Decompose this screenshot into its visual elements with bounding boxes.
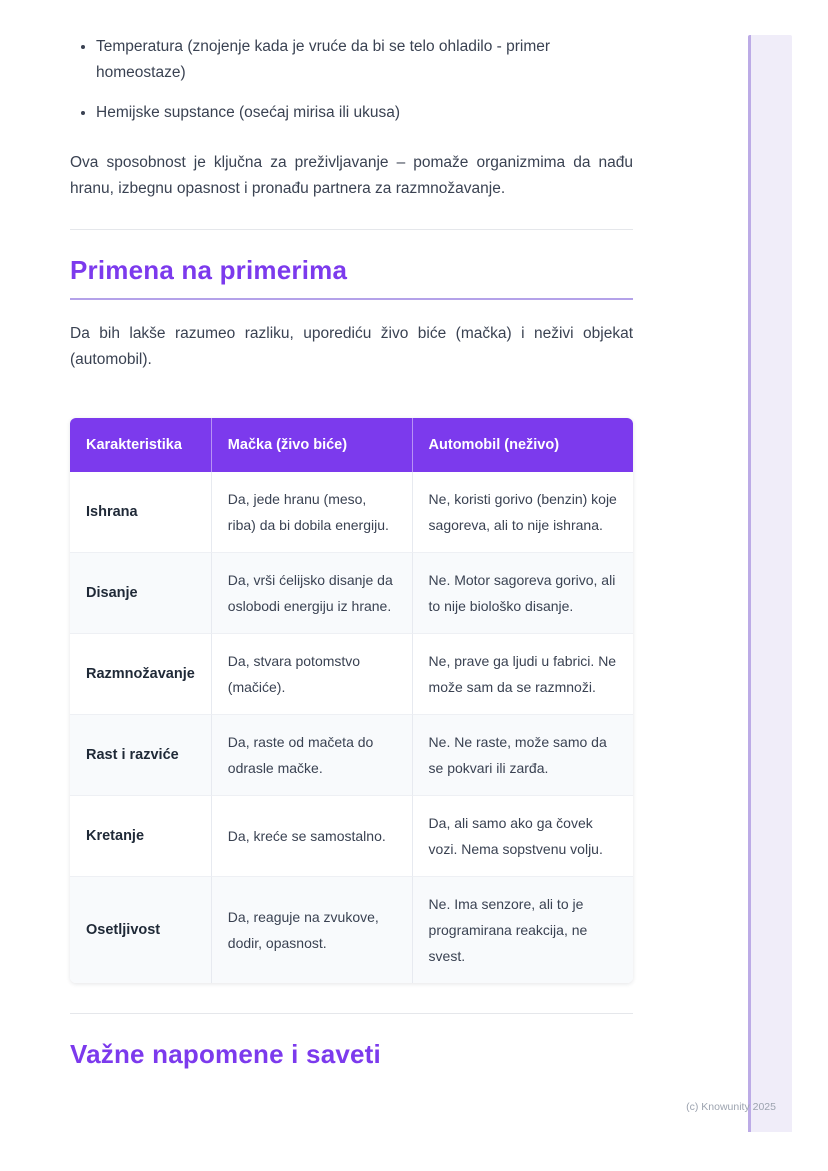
paragraph-survival: Ova sposobnost je ključna za preživljavanje – pomaže organizmima da nađu hranu, izbegnu opasnost i pronađu partnera za razmnožavanje. [70, 154, 633, 197]
page-edge-stripe [748, 35, 792, 1132]
cell-cat: Da, stvara potomstvo (mačiće). [212, 634, 413, 715]
section-divider [70, 229, 633, 230]
header-characteristic: Karakteristika [70, 418, 212, 472]
stimuli-bullet-list [70, 34, 633, 126]
cell-car: Ne. Ne raste, može samo da se pokvari ili zarđa. [413, 715, 633, 796]
table-row [70, 634, 633, 715]
comparison-table [70, 418, 633, 983]
cell-car: Ne. Ima senzore, ali to je programirana reakcija, ne svest. [413, 877, 633, 983]
heading-examples: Primena na primerima [70, 255, 633, 300]
table-row [70, 553, 633, 634]
cell-cat: Da, reaguje na zvukove, dodir, opasnost. [212, 877, 413, 983]
table-row [70, 715, 633, 796]
header-cat: Mačka (živo biće) [212, 418, 413, 472]
row-label: Razmnožavanje [70, 634, 212, 715]
page-content [70, 0, 633, 1070]
cell-cat: Da, raste od mačeta do odrasle mačke. [212, 715, 413, 796]
paragraph-intro-compare: Da bih lakše razumeo razliku, uporediću živo biće (mačka) i neživi objekat (automobil). [70, 325, 633, 368]
row-label: Disanje [70, 553, 212, 634]
cell-car: Ne, prave ga ljudi u fabrici. Ne može sam da se razmnoži. [413, 634, 633, 715]
cell-cat: Da, jede hranu (meso, riba) da bi dobila energiju. [212, 472, 413, 553]
section-divider [70, 1013, 633, 1014]
table-row [70, 877, 633, 983]
copyright-watermark: (c) Knowunity 2025 [686, 1101, 776, 1113]
cell-car: Ne, koristi gorivo (benzin) koje sagoreva, ali to nije ishrana. [413, 472, 633, 553]
bullet-temperature: • Temperatura (znojenje kada je vruće da bi se telo ohladilo - primer homeostaze) [96, 34, 633, 86]
table-row [70, 796, 633, 877]
header-car: Automobil (neživo) [413, 418, 633, 472]
table-row [70, 472, 633, 553]
cell-cat: Da, kreće se samostalno. [212, 796, 413, 877]
cell-car: Da, ali samo ako ga čovek vozi. Nema sopstvenu volju. [413, 796, 633, 877]
row-label: Osetljivost [70, 877, 212, 983]
row-label: Rast i razviće [70, 715, 212, 796]
table-header-row [70, 418, 633, 472]
cell-car: Ne. Motor sagoreva gorivo, ali to nije biološko disanje. [413, 553, 633, 634]
row-label: Kretanje [70, 796, 212, 877]
bullet-chemicals: • Hemijske supstance (osećaj mirisa ili ukusa) [96, 100, 633, 126]
heading-notes: Važne napomene i saveti [70, 1039, 381, 1069]
cell-cat: Da, vrši ćelijsko disanje da oslobodi energiju iz hrane. [212, 553, 413, 634]
row-label: Ishrana [70, 472, 212, 553]
